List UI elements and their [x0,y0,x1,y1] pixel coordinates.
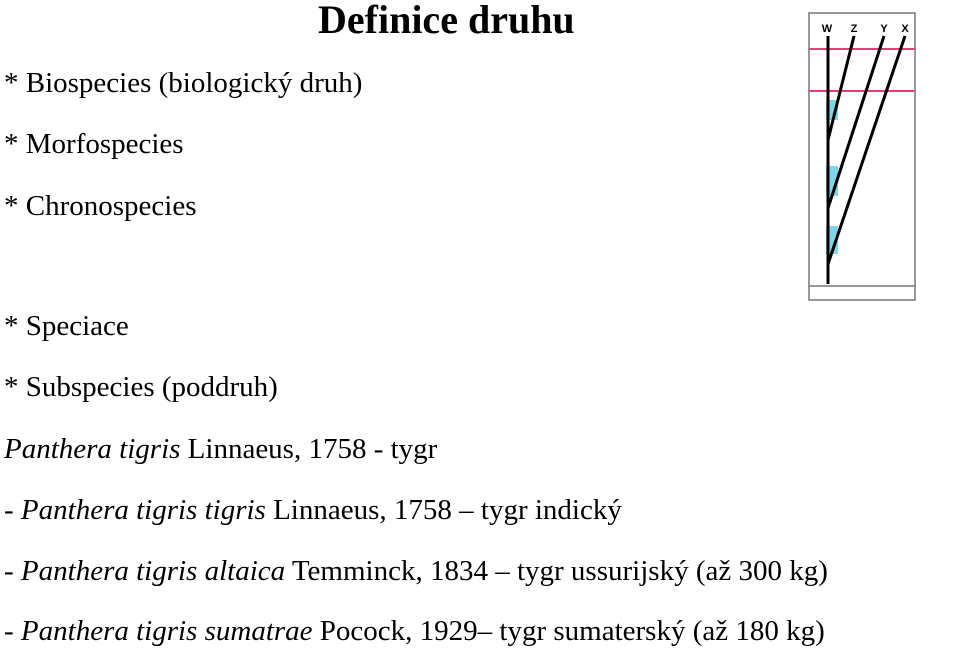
subspecies-author: Temminck, 1834 – tygr ussurijský (až 300 kg) [285,555,828,587]
diagram-label-w: W [821,23,833,35]
subspecies-latin-name: Panthera tigris sumatrae [20,615,313,647]
subspecies-latin-name: Panthera tigris altaica [20,555,286,587]
subspecies-author: Pocock, 1929– tygr sumaterský (až 180 kg) [312,615,825,647]
chronospecies-diagram [808,12,918,302]
species-author: Linnaeus, 1758 - tygr [180,433,438,465]
bullet-biospecies: * Biospecies (biologický druh) [4,67,363,99]
subspecies-line-sumatrae [4,614,825,648]
subspecies-prefix: - [4,555,21,587]
species-line [4,432,437,466]
subspecies-line-tigris [4,493,622,527]
diagram-label-x: X [901,23,909,35]
bullet-chronospecies: * Chronospecies [4,190,197,222]
diagram-label-y: Y [880,23,888,35]
bullet-morfospecies: * Morfospecies [4,128,184,160]
subspecies-author: Linnaeus, 1758 – tygr indický [265,494,622,526]
species-latin-name: Panthera tigris [4,433,181,465]
page-title: Definice druhu [318,0,575,42]
bullet-speciace: * Speciace [4,310,129,342]
subspecies-prefix: - [4,615,21,647]
subspecies-latin-name: Panthera tigris tigris [20,494,266,526]
subspecies-prefix: - [4,494,21,526]
subspecies-line-altaica [4,554,828,588]
diagram-label-z: Z [850,23,858,35]
bullet-subspecies: * Subspecies (poddruh) [4,371,278,403]
